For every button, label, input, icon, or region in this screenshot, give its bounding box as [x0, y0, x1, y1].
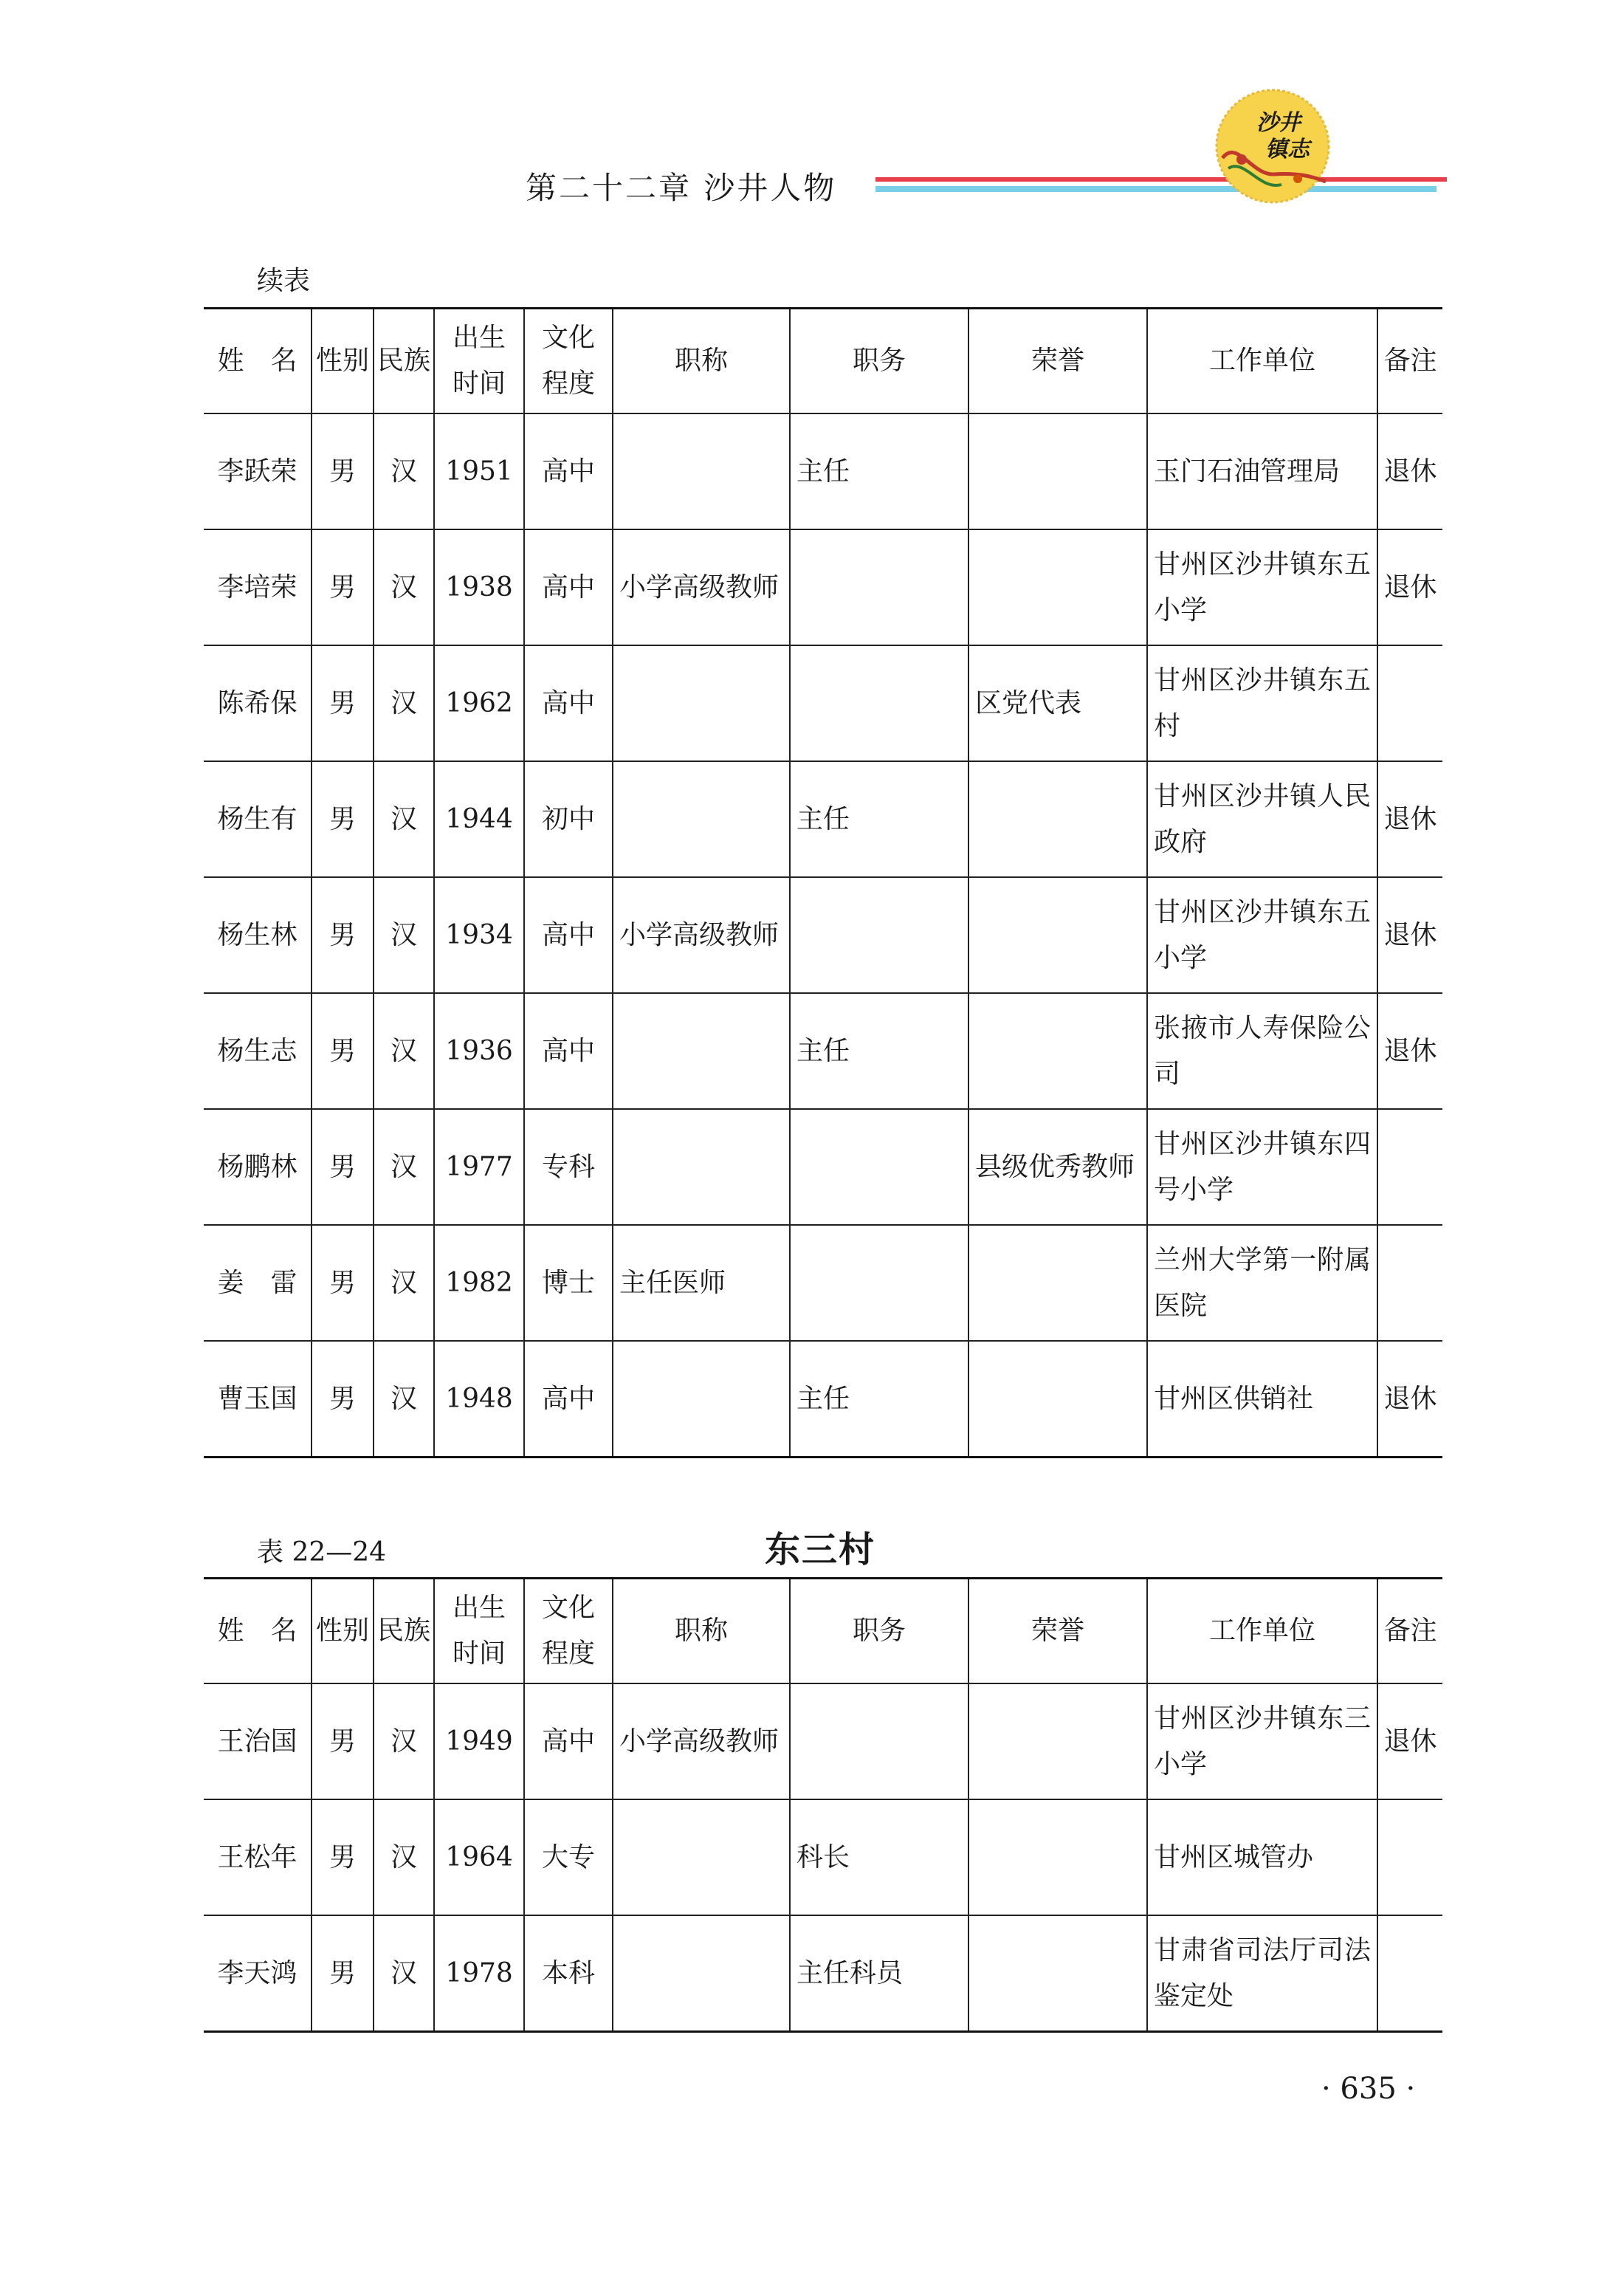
cell-workplace: 甘州区沙井镇东三小学	[1147, 1683, 1377, 1799]
cell-ethnicity: 汉	[374, 1799, 434, 1915]
cell-title	[613, 1799, 790, 1915]
table-row	[204, 877, 1442, 993]
cell-title	[613, 993, 790, 1109]
cell-workplace: 玉门石油管理局	[1147, 413, 1377, 529]
cell-position: 主任	[790, 761, 968, 877]
cell-gender: 男	[312, 761, 374, 877]
logo-text-1: 沙井	[1256, 110, 1301, 136]
cell-ethnicity: 汉	[374, 993, 434, 1109]
table-number: 表 22—24	[257, 1537, 387, 1568]
cell-education: 博士	[524, 1225, 613, 1341]
cell-remark: 退休	[1377, 529, 1442, 645]
col-workplace-header: 工作单位	[1147, 1579, 1377, 1684]
cell-position	[790, 529, 968, 645]
town-gazetteer-logo	[1208, 87, 1338, 207]
cell-name: 杨生林	[204, 877, 312, 993]
table-row	[204, 761, 1442, 877]
table-header-row	[204, 309, 1442, 414]
edu-label-2: 程度	[541, 368, 595, 399]
cell-title	[613, 761, 790, 877]
table-row	[204, 1915, 1442, 2032]
page-number: · 635 ·	[1321, 2072, 1416, 2106]
cell-remark: 退休	[1377, 413, 1442, 529]
cell-education: 初中	[524, 761, 613, 877]
table-row	[204, 529, 1442, 645]
cell-name: 杨鹏林	[204, 1109, 312, 1225]
cell-position	[790, 1683, 968, 1799]
cell-position: 主任	[790, 993, 968, 1109]
cell-honor: 县级优秀教师	[968, 1109, 1147, 1225]
cell-ethnicity: 汉	[374, 413, 434, 529]
people-table-dongsan	[204, 1577, 1442, 2033]
cell-birth: 1951	[434, 413, 524, 529]
cell-remark: 退休	[1377, 993, 1442, 1109]
cell-workplace: 甘州区供销社	[1147, 1341, 1377, 1458]
cell-gender: 男	[312, 1799, 374, 1915]
col-ethnicity-header: 民族	[374, 309, 434, 414]
cell-ethnicity: 汉	[374, 1915, 434, 2032]
cell-position: 科长	[790, 1799, 968, 1915]
cell-gender: 男	[312, 1225, 374, 1341]
cell-birth: 1934	[434, 877, 524, 993]
col-position-header: 职务	[790, 1579, 968, 1684]
birth-label-2: 时间	[452, 1638, 506, 1669]
table-row	[204, 645, 1442, 761]
col-ethnicity-header: 民族	[374, 1579, 434, 1684]
cell-title: 主任医师	[613, 1225, 790, 1341]
cell-ethnicity: 汉	[374, 645, 434, 761]
cell-workplace: 兰州大学第一附属医院	[1147, 1225, 1377, 1341]
header-rule-blue	[875, 186, 1437, 192]
header-rule-red	[875, 177, 1447, 182]
cell-birth: 1944	[434, 761, 524, 877]
cell-ethnicity: 汉	[374, 1225, 434, 1341]
col-birth-header	[434, 309, 524, 414]
col-remark-header: 备注	[1377, 1579, 1442, 1684]
cell-honor	[968, 1915, 1147, 2032]
cell-workplace: 甘州区沙井镇东四号小学	[1147, 1109, 1377, 1225]
cell-remark	[1377, 645, 1442, 761]
col-title-header: 职称	[613, 1579, 790, 1684]
col-name-header: 姓 名	[204, 1579, 312, 1684]
cell-name: 李跃荣	[204, 413, 312, 529]
cell-education: 高中	[524, 1683, 613, 1799]
cell-birth: 1948	[434, 1341, 524, 1458]
cell-education: 专科	[524, 1109, 613, 1225]
cell-title	[613, 1341, 790, 1458]
cell-honor	[968, 1341, 1147, 1458]
cell-name: 李培荣	[204, 529, 312, 645]
cell-title	[613, 413, 790, 529]
cell-title	[613, 1915, 790, 2032]
cell-birth: 1977	[434, 1109, 524, 1225]
cell-honor	[968, 1799, 1147, 1915]
edu-label-2: 程度	[541, 1638, 595, 1669]
cell-gender: 男	[312, 645, 374, 761]
cell-remark: 退休	[1377, 877, 1442, 993]
table-row	[204, 1683, 1442, 1799]
table-row	[204, 1799, 1442, 1915]
cell-education: 高中	[524, 993, 613, 1109]
table-header-row	[204, 1579, 1442, 1684]
cell-remark: 退休	[1377, 1341, 1442, 1458]
cell-name: 曹玉国	[204, 1341, 312, 1458]
col-honor-header: 荣誉	[968, 1579, 1147, 1684]
cell-name: 王松年	[204, 1799, 312, 1915]
cell-workplace: 甘肃省司法厅司法鉴定处	[1147, 1915, 1377, 2032]
birth-label-2: 时间	[452, 368, 506, 399]
cell-name: 陈希保	[204, 645, 312, 761]
cell-birth: 1936	[434, 993, 524, 1109]
table-row	[204, 1109, 1442, 1225]
edu-label-1: 文化	[541, 1593, 595, 1623]
cell-remark	[1377, 1915, 1442, 2032]
cell-honor	[968, 1225, 1147, 1341]
col-birth-header	[434, 1579, 524, 1684]
cell-honor	[968, 761, 1147, 877]
col-gender-header: 性别	[312, 309, 374, 414]
cell-gender: 男	[312, 1915, 374, 2032]
cell-title	[613, 645, 790, 761]
cell-position	[790, 877, 968, 993]
cell-workplace: 甘州区城管办	[1147, 1799, 1377, 1915]
cell-birth: 1964	[434, 1799, 524, 1915]
cell-title: 小学高级教师	[613, 1683, 790, 1799]
cell-education: 大专	[524, 1799, 613, 1915]
col-honor-header: 荣誉	[968, 309, 1147, 414]
cell-position	[790, 1109, 968, 1225]
cell-honor	[968, 993, 1147, 1109]
cell-remark	[1377, 1799, 1442, 1915]
cell-birth: 1978	[434, 1915, 524, 2032]
col-title-header: 职称	[613, 309, 790, 414]
cell-name: 李天鸿	[204, 1915, 312, 2032]
cell-workplace: 张掖市人寿保险公司	[1147, 993, 1377, 1109]
cell-name: 王治国	[204, 1683, 312, 1799]
cell-education: 本科	[524, 1915, 613, 2032]
col-position-header: 职务	[790, 309, 968, 414]
cell-workplace: 甘州区沙井镇人民政府	[1147, 761, 1377, 877]
cell-gender: 男	[312, 1683, 374, 1799]
cell-remark	[1377, 1109, 1442, 1225]
cell-education: 高中	[524, 529, 613, 645]
cell-workplace: 甘州区沙井镇东五小学	[1147, 877, 1377, 993]
cell-education: 高中	[524, 645, 613, 761]
cell-birth: 1938	[434, 529, 524, 645]
cell-honor	[968, 529, 1147, 645]
cell-remark: 退休	[1377, 761, 1442, 877]
cell-honor	[968, 1683, 1147, 1799]
cell-position: 主任	[790, 413, 968, 529]
cell-position: 主任	[790, 1341, 968, 1458]
table-row	[204, 1341, 1442, 1458]
col-remark-header: 备注	[1377, 309, 1442, 414]
edu-label-1: 文化	[541, 323, 595, 353]
cell-title: 小学高级教师	[613, 529, 790, 645]
table-row	[204, 993, 1442, 1109]
cell-gender: 男	[312, 993, 374, 1109]
table-row	[204, 413, 1442, 529]
cell-gender: 男	[312, 877, 374, 993]
birth-label-1: 出生	[452, 323, 506, 353]
cell-gender: 男	[312, 1341, 374, 1458]
table-row	[204, 1225, 1442, 1341]
cell-position	[790, 645, 968, 761]
cell-ethnicity: 汉	[374, 1341, 434, 1458]
chapter-title: 第二十二章 沙井人物	[526, 170, 837, 206]
col-gender-header: 性别	[312, 1579, 374, 1684]
logo-text-2: 镇志	[1265, 137, 1310, 162]
table-title: 东三村	[765, 1529, 876, 1570]
cell-honor	[968, 877, 1147, 993]
cell-birth: 1962	[434, 645, 524, 761]
cell-birth: 1949	[434, 1683, 524, 1799]
cell-ethnicity: 汉	[374, 761, 434, 877]
cell-ethnicity: 汉	[374, 877, 434, 993]
cell-remark	[1377, 1225, 1442, 1341]
cell-name: 姜 雷	[204, 1225, 312, 1341]
cell-title: 小学高级教师	[613, 877, 790, 993]
birth-label-1: 出生	[452, 1593, 506, 1623]
cell-workplace: 甘州区沙井镇东五小学	[1147, 529, 1377, 645]
cell-education: 高中	[524, 877, 613, 993]
col-education-header	[524, 309, 613, 414]
cell-position: 主任科员	[790, 1915, 968, 2032]
cell-ethnicity: 汉	[374, 1109, 434, 1225]
col-name-header: 姓 名	[204, 309, 312, 414]
cell-honor	[968, 413, 1147, 529]
cell-position	[790, 1225, 968, 1341]
cell-workplace: 甘州区沙井镇东五村	[1147, 645, 1377, 761]
cell-education: 高中	[524, 413, 613, 529]
cell-ethnicity: 汉	[374, 529, 434, 645]
col-workplace-header: 工作单位	[1147, 309, 1377, 414]
cell-gender: 男	[312, 413, 374, 529]
cell-birth: 1982	[434, 1225, 524, 1341]
cell-ethnicity: 汉	[374, 1683, 434, 1799]
cell-honor: 区党代表	[968, 645, 1147, 761]
cell-remark: 退休	[1377, 1683, 1442, 1799]
cell-gender: 男	[312, 529, 374, 645]
continued-table-label: 续表	[257, 266, 311, 296]
cell-name: 杨生有	[204, 761, 312, 877]
cell-education: 高中	[524, 1341, 613, 1458]
cell-name: 杨生志	[204, 993, 312, 1109]
people-table-continued	[204, 307, 1442, 1458]
col-education-header	[524, 1579, 613, 1684]
cell-gender: 男	[312, 1109, 374, 1225]
cell-title	[613, 1109, 790, 1225]
